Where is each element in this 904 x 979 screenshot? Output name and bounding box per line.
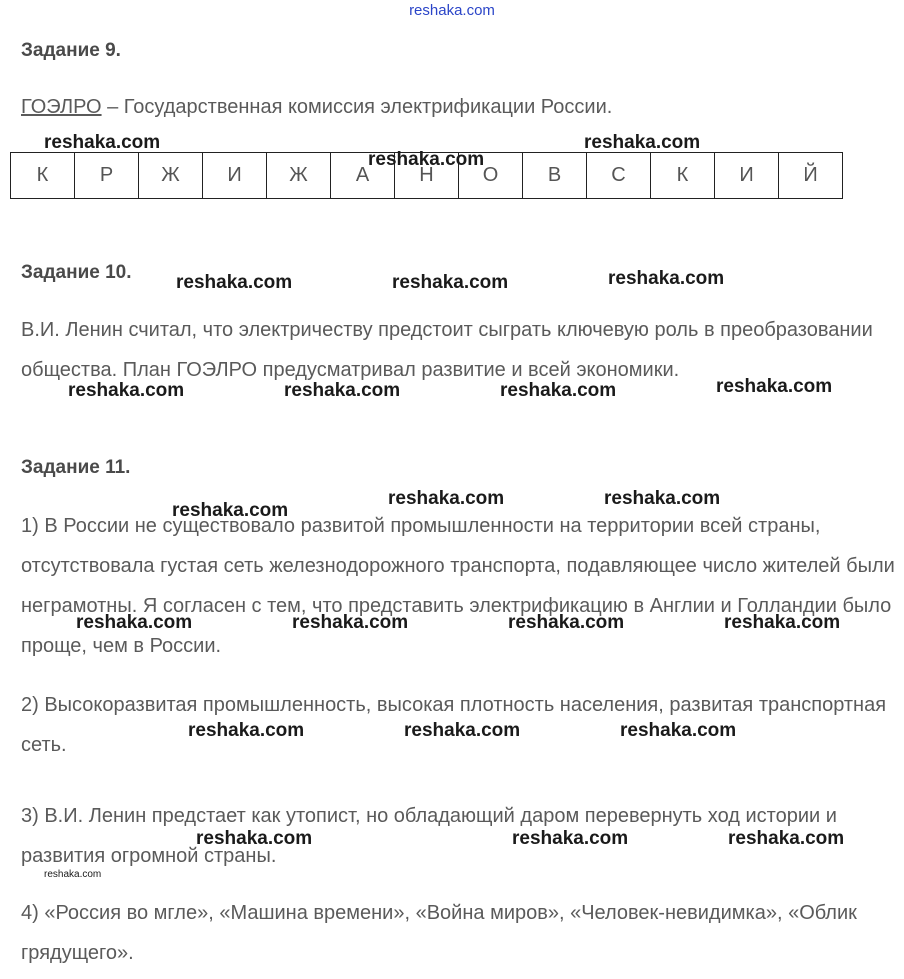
watermark: reshaka.com xyxy=(292,612,409,633)
task11-answer-3: 3) В.И. Ленин предстает как утопист, но обладающий даром перевернуть ход истории и развития огромной страны. xyxy=(21,805,837,867)
watermark: reshaka.com xyxy=(508,612,625,633)
watermark: reshaka.com xyxy=(404,720,521,741)
letter-cell: Ж xyxy=(267,153,331,199)
watermark: reshaka.com xyxy=(620,720,737,741)
watermark: reshaka.com xyxy=(716,376,833,397)
letter-cell: Й xyxy=(779,153,843,199)
watermark: reshaka.com xyxy=(728,828,845,849)
watermark-small: reshaka.com xyxy=(44,869,102,880)
letter-cell: В xyxy=(523,153,587,199)
watermark: reshaka.com xyxy=(188,720,305,741)
watermark: reshaka.com xyxy=(284,380,401,401)
goelro-definition-text: – Государственная комиссия электрификации России. xyxy=(101,96,613,118)
task11-answer-2: 2) Высокоразвитая промышленность, высокая плотность населения, развитая транспортная сеть. xyxy=(21,694,887,756)
site-logo-text[interactable]: reshaka.com xyxy=(409,2,495,19)
letter-cell: К xyxy=(11,153,75,199)
watermark: reshaka.com xyxy=(604,488,721,509)
watermark: reshaka.com xyxy=(392,272,509,293)
letter-cell: О xyxy=(459,153,523,199)
letter-cell: И xyxy=(203,153,267,199)
watermark: reshaka.com xyxy=(388,488,505,509)
watermark: reshaka.com xyxy=(44,132,161,153)
watermark: reshaka.com xyxy=(500,380,617,401)
task11-answer-1: 1) В России не существовало развитой промышленности на территории всей страны, отсутствовала густая сеть железнодорожного транспорта, подавляющее число жителей были неграмотны. Я согласен с тем, что представить электрификацию в Англии и Голландии было проще, чем в России. xyxy=(21,515,895,657)
letter-cell: И xyxy=(715,153,779,199)
task10-text: В.И. Ленин считал, что электричеству предстоит сыграть ключевую роль в преобразовании общества. План ГОЭЛРО предусматривал развитие и всей экономики. xyxy=(21,319,873,381)
task9-heading: Задание 9. xyxy=(21,40,121,61)
watermark: reshaka.com xyxy=(724,612,841,633)
watermark: reshaka.com xyxy=(584,132,701,153)
watermark: reshaka.com xyxy=(76,612,193,633)
watermark: reshaka.com xyxy=(368,149,485,170)
task11-heading: Задание 11. xyxy=(21,457,131,478)
letter-cell: С xyxy=(587,153,651,199)
watermark: reshaka.com xyxy=(512,828,629,849)
watermark: reshaka.com xyxy=(172,500,289,521)
task10-heading: Задание 10. xyxy=(21,262,132,283)
watermark: reshaka.com xyxy=(196,828,313,849)
letter-cell: Ж xyxy=(139,153,203,199)
letter-cell: Н xyxy=(395,153,459,199)
letter-cell: А xyxy=(331,153,395,199)
letter-cell: Р xyxy=(75,153,139,199)
watermark: reshaka.com xyxy=(608,268,725,289)
task11-answer-4: 4) «Россия во мгле», «Машина времени», «Война миров», «Человек-невидимка», «Облик грядущего». xyxy=(21,902,857,964)
letter-cell: К xyxy=(651,153,715,199)
watermark: reshaka.com xyxy=(176,272,293,293)
watermark: reshaka.com xyxy=(68,380,185,401)
task9-definition xyxy=(21,96,612,119)
goelro-abbr: ГОЭЛРО xyxy=(21,96,102,118)
